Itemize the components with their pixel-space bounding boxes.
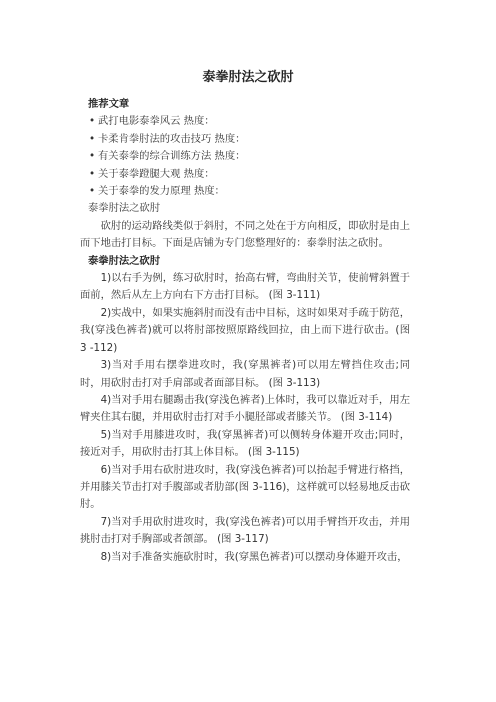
body-paragraph: 7)当对手用砍肘进攻时，我(穿浅色裤者)可以用手臂挡开攻击，并用挑肘击打对手胸部或者颌部。 (图 3-117) — [80, 515, 410, 546]
bullet-icon: • — [89, 150, 96, 163]
section-heading: 泰拳肘法之砍肘 — [88, 254, 161, 267]
body-paragraph: 3)当对手用右摆拳进攻时，我(穿黑裤者)可以用左臂挡住攻击;同时，用砍肘击打对手肩部或者面部目标。 (图 3-113) — [80, 359, 410, 389]
page-title: 泰拳肘法之砍肘 — [202, 70, 294, 85]
article-subtitle: 泰拳肘法之砍肘 — [88, 202, 161, 215]
recommended-item[interactable] — [88, 148, 410, 165]
recommended-item[interactable] — [88, 166, 410, 183]
recommended-item-label[interactable]: 武打电影泰拳风云 热度： — [98, 115, 215, 128]
recommended-item[interactable] — [88, 131, 410, 148]
intro-paragraph: 砍肘的运动路线类似于斜肘，不同之处在于方向相反，即砍肘是由上而下地击打目标。下面是店铺为专门您整理好的：泰拳肘法之砍肘。 — [80, 219, 410, 250]
body-paragraph: 6)当对手用右砍肘进攻时，我(穿浅色裤者)可以抬起手臂进行格挡，并用膝关节击打对手腹部或者肋部(图 3-116)，这样就可以轻易地反击砍肘。 — [80, 463, 410, 511]
body-paragraph: 4)当对手用右腿踢击我(穿浅色裤者)上体时，我可以靠近对手，用左臂夹住其右腿，并用砍肘击打对手小腿胫部或者膝关节。 (图 3-114) — [80, 393, 410, 424]
bullet-icon: • — [89, 115, 96, 128]
recommended-list — [88, 113, 410, 200]
recommended-item-label[interactable]: 卡柔肯拳肘法的攻击技巧 热度： — [98, 132, 246, 145]
bullet-icon: • — [89, 132, 96, 145]
recommended-item[interactable] — [88, 183, 410, 200]
recommended-item-label[interactable]: 有关泰拳的综合训练方法 热度： — [98, 150, 246, 163]
recommended-item-label[interactable]: 关于泰拳蹬腿大观 热度： — [98, 167, 215, 180]
bullet-icon: • — [89, 167, 96, 180]
recommended-item[interactable] — [88, 113, 410, 130]
recommended-heading: 推荐文章 — [88, 98, 130, 110]
body-paragraph: 5)当对手用膝进攻时，我(穿黑裤者)可以侧转身体避开攻击;同时，接近对手，用砍肘击打其上体目标。 (图 3-115) — [80, 428, 410, 459]
body-paragraph: 8)当对手准备实施砍肘时，我(穿黑色裤者)可以摆动身体避开攻击， — [100, 550, 408, 563]
recommended-item-label[interactable]: 关于泰拳的发力原理 热度： — [98, 185, 225, 198]
body-paragraph: 2)实战中，如果实施斜肘而没有击中目标，这时如果对手疏于防范，我(穿浅色裤者)就可以将肘部按照原路线回拉，由上而下进行砍击。(图 3 -112) — [80, 306, 410, 354]
document-body — [80, 96, 410, 566]
bullet-icon: • — [89, 185, 96, 198]
body-paragraph: 1)以右手为例，练习砍肘时，抬高右臂，弯曲肘关节，使前臂斜置于面前，然后从左上方向右下方击打目标。 (图 3-111) — [80, 272, 410, 302]
